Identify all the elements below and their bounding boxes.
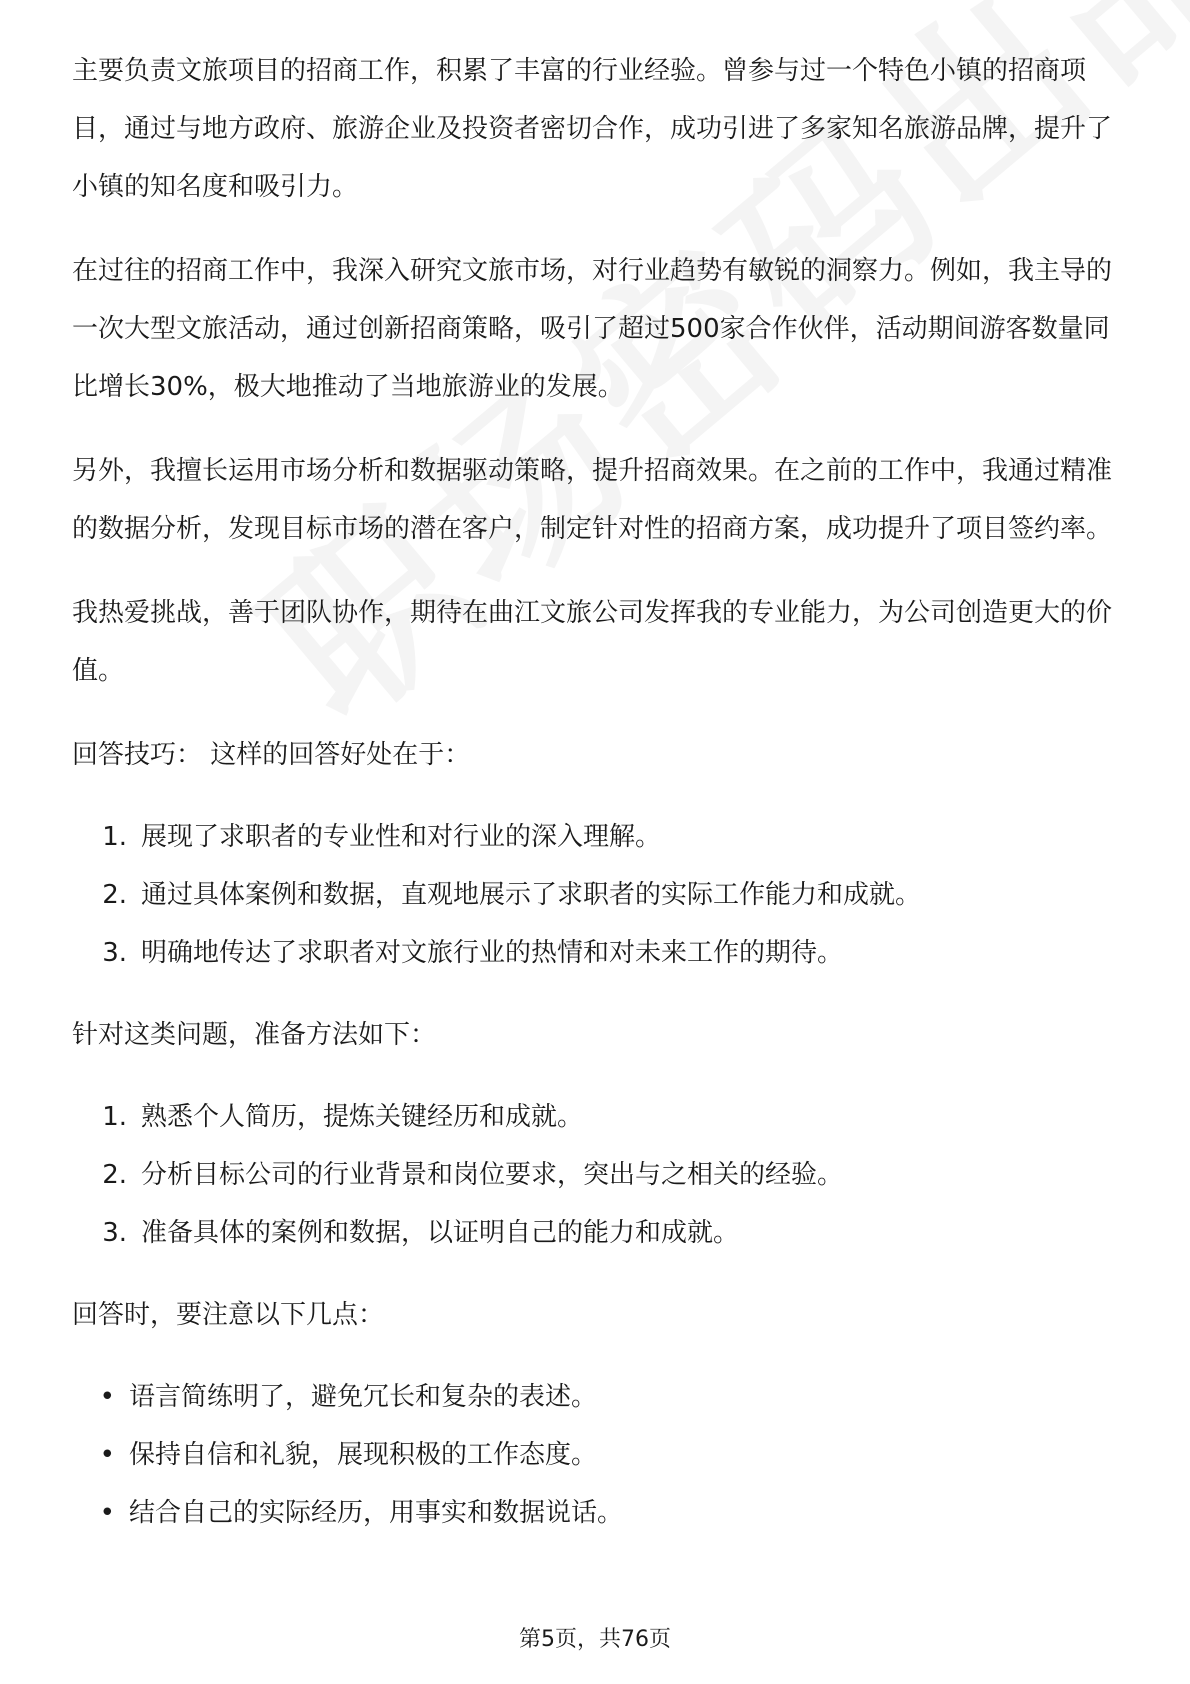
tips-heading: 回答技巧： 这样的回答好处在于： xyxy=(72,740,471,770)
list-item: 1. 熟悉个人简历，提炼关键经历和成就。 xyxy=(102,1102,584,1132)
list-item: 3. 准备具体的案例和数据，以证明自己的能力和成就。 xyxy=(102,1218,740,1248)
notes-heading: 回答时，要注意以下几点： xyxy=(72,1300,385,1330)
prep-list xyxy=(72,1088,1122,1262)
list-item: 3. 明确地传达了求职者对文旅行业的热情和对未来工作的期待。 xyxy=(102,938,844,968)
prep-heading: 针对这类问题，准备方法如下： xyxy=(72,1020,437,1050)
list-item: 1. 展现了求职者的专业性和对行业的深入理解。 xyxy=(102,822,662,852)
paragraph-1: 主要负责文旅项目的招商工作，积累了丰富的行业经验。曾参与过一个特色小镇的招商项目，通过与地方政府、旅游企业及投资者密切合作，成功引进了多家知名旅游品牌，提升了小镇的知名度和吸引力。 xyxy=(72,56,1113,202)
tips-list xyxy=(72,808,1122,982)
paragraph-3: 另外，我擅长运用市场分析和数据驱动策略，提升招商效果。在之前的工作中，我通过精准的数据分析，发现目标市场的潜在客户，制定针对性的招商方案，成功提升了项目签约率。 xyxy=(72,456,1113,544)
list-item: • 保持自信和礼貌，展现积极的工作态度。 xyxy=(99,1440,598,1470)
list-item: • 结合自己的实际经历，用事实和数据说话。 xyxy=(99,1498,624,1528)
list-item: 2. 分析目标公司的行业背景和岗位要求，突出与之相关的经验。 xyxy=(102,1160,844,1190)
page-number: 第5页，共76页 xyxy=(519,1627,671,1652)
notes-list xyxy=(72,1368,1122,1542)
document-body xyxy=(72,42,1122,1542)
list-item: 2. 通过具体案例和数据，直观地展示了求职者的实际工作能力和成就。 xyxy=(102,880,922,910)
list-item: • 语言简练明了，避免冗长和复杂的表述。 xyxy=(99,1382,598,1412)
paragraph-4: 我热爱挑战，善于团队协作，期待在曲江文旅公司发挥我的专业能力，为公司创造更大的价值。 xyxy=(72,598,1113,686)
paragraph-2: 在过往的招商工作中，我深入研究文旅市场，对行业趋势有敏锐的洞察力。例如，我主导的一次大型文旅活动，通过创新招商策略，吸引了超过500家合作伙伴，活动期间游客数量同比增长30%，极大地推动了当地旅游业的发展。 xyxy=(72,256,1113,402)
